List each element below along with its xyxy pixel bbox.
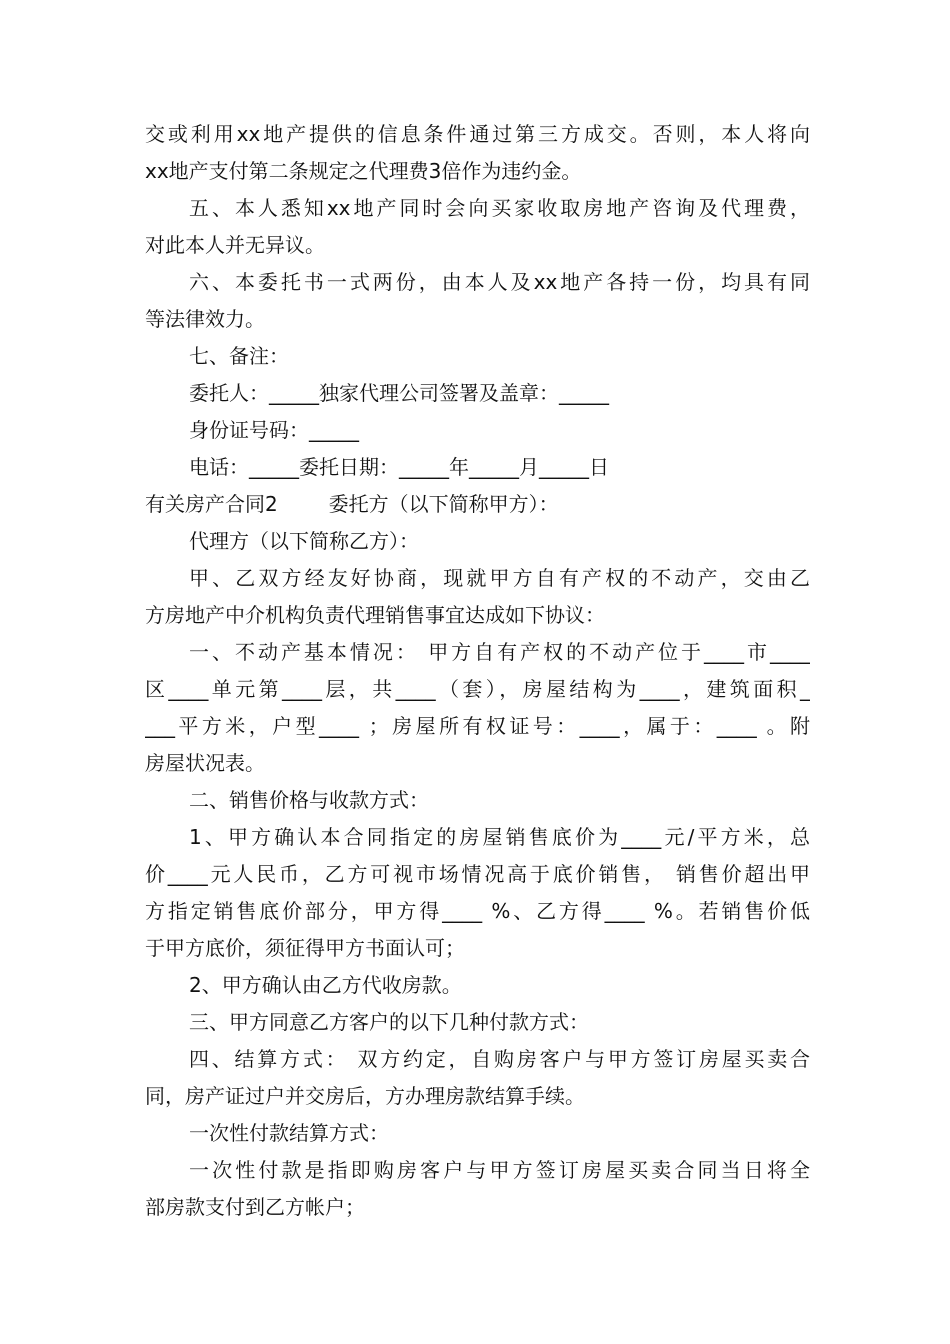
phone-date-field-line: 电话：_____委托日期：_____年_____月_____日	[189, 455, 609, 479]
paragraph-line: 价____元人民币，乙方可视市场情况高于底价销售， 销售价超出甲	[145, 862, 810, 886]
paragraph-line: 方指定销售底价部分，甲方得____ %、乙方得____ %。若销售价低	[145, 899, 810, 923]
paragraph-line: 三、甲方同意乙方客户的以下几种付款方式：	[189, 1010, 589, 1034]
paragraph-line: 一次性付款是指即购房客户与甲方签订房屋买卖合同当日将全	[189, 1158, 810, 1182]
paragraph-line: 于甲方底价，须征得甲方书面认可；	[145, 936, 465, 960]
paragraph-line: 代理方（以下简称乙方）：	[189, 529, 419, 553]
paragraph-line: 一次性付款结算方式：	[189, 1121, 389, 1145]
paragraph-line: 2、甲方确认由乙方代收房款。	[189, 973, 462, 997]
paragraph-line: 甲、乙双方经友好协商，现就甲方自有产权的不动产，交由乙	[189, 566, 810, 590]
paragraph-line: 同，房产证过户并交房后，方办理房款结算手续。	[145, 1084, 585, 1108]
paragraph-line: 六、本委托书一式两份，由本人及xx地产各持一份，均具有同	[189, 270, 810, 294]
paragraph-line: 等法律效力。	[145, 307, 265, 331]
paragraph-line: xx地产支付第二条规定之代理费3倍作为违约金。	[145, 159, 582, 183]
paragraph-line: 1、甲方确认本合同指定的房屋销售底价为____元/平方米，总	[189, 825, 810, 849]
paragraph-line: 二、销售价格与收款方式：	[189, 788, 429, 812]
paragraph-line: 五、本人悉知xx地产同时会向买家收取房地产咨询及代理费，	[189, 196, 810, 220]
paragraph-line: 房屋状况表。	[145, 751, 265, 775]
paragraph-line: 四、结算方式： 双方约定，自购房客户与甲方签订房屋买卖合	[189, 1047, 810, 1071]
signature-field-line: 委托人：_____独家代理公司签署及盖章：_____	[189, 381, 609, 405]
paragraph-line: 部房款支付到乙方帐户；	[145, 1195, 365, 1219]
section-heading-line: 有关房产合同2 委托方（以下简称甲方）：	[145, 492, 559, 516]
paragraph-line: 区____单元第____层，共____（套），房屋结构为____，建筑面积_	[145, 677, 810, 701]
paragraph-line: 方房地产中介机构负责代理销售事宜达成如下协议：	[145, 603, 605, 627]
paragraph-line: 一、不动产基本情况： 甲方自有产权的不动产位于____市____	[189, 640, 810, 664]
paragraph-line: 对此本人并无异议。	[145, 233, 325, 257]
paragraph-line: 七、备注：	[189, 344, 289, 368]
paragraph-line: ___平方米，户型____ ；房屋所有权证号：____，属于：____ 。附	[145, 714, 810, 738]
document-body	[145, 116, 810, 1226]
id-number-field-line: 身份证号码：_____	[189, 418, 359, 442]
paragraph-line: 交或利用xx地产提供的信息条件通过第三方成交。否则，本人将向	[145, 122, 810, 146]
